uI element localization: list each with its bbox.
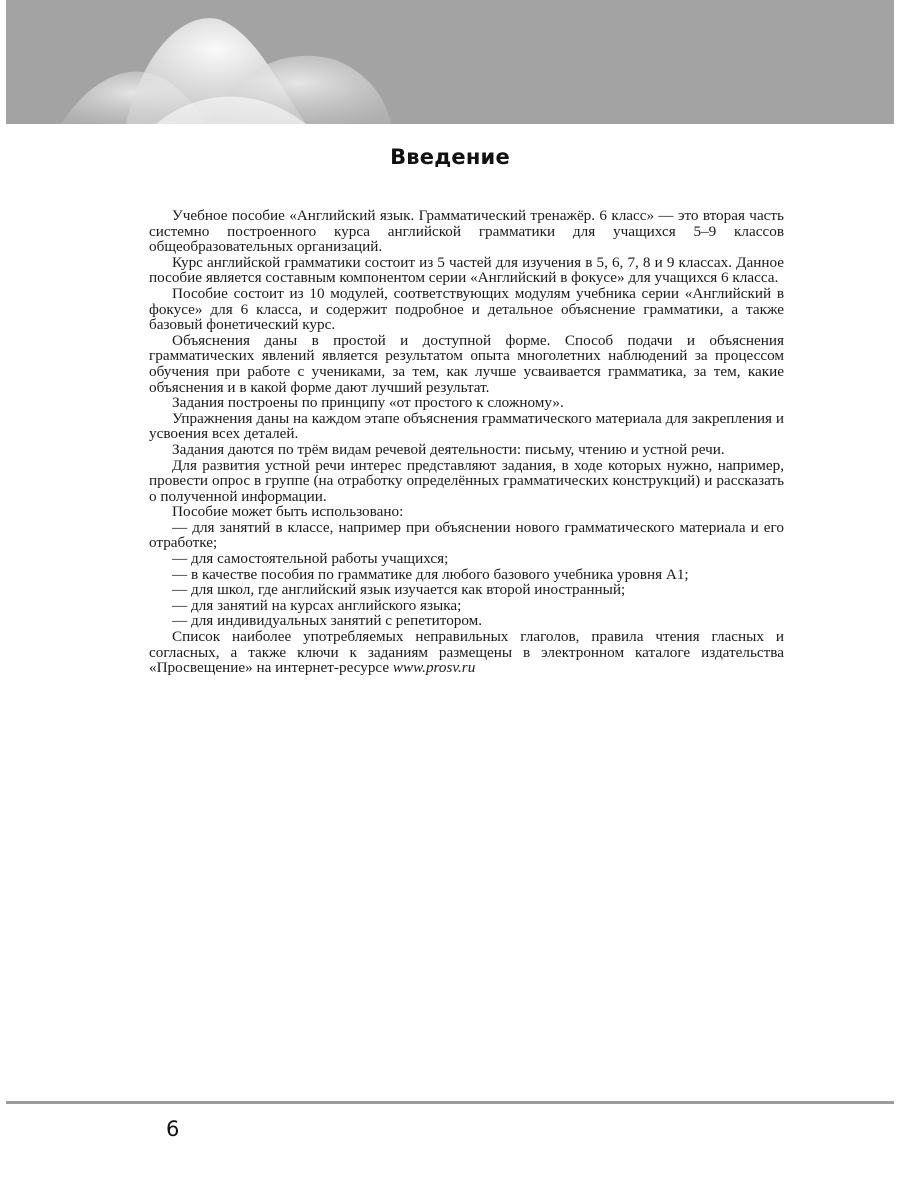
closing-text: Список наиболее употребляемых неправильных глаголов, правила чтения гласных и согласных, а также ключи к заданиям размещены в электронном каталоге издательства «Просвещение» на интернет-ресурсе bbox=[149, 628, 784, 677]
paragraph: Объяснения даны в простой и доступной форме. Способ подачи и объяснения грамматических явлений является результатом опыта многолетних наблюдений за процессом обучения при работе с учениками, за тем, как лучше усваивается грамматика, за тем, какие объяснения и в какой форме дают лучший результат. bbox=[149, 331, 784, 396]
paragraph: Учебное пособие «Английский язык. Грамматический тренажёр. 6 класс» — это вторая часть системно построенного курса английской грамматики для учащихся 5–9 классов общеобразовательных организаций. bbox=[149, 207, 784, 256]
petals-ornament-icon bbox=[6, 0, 894, 124]
paragraph: Задания построены по принципу «от простого к сложному». bbox=[172, 394, 564, 412]
page-number: 6 bbox=[166, 1117, 180, 1141]
paragraph: Для развития устной речи интерес представляют задания, в ходе которых нужно, например, провести опрос в группе (на отработку определённых грамматических конструкций) и рассказать о полученной информации. bbox=[149, 456, 784, 505]
list-item: — для индивидуальных занятий с репетитором. bbox=[172, 612, 483, 630]
closing-paragraph bbox=[149, 629, 784, 676]
footer-divider bbox=[6, 1101, 894, 1104]
paragraph: Курс английской грамматики состоит из 5 частей для изучения в 5, 6, 7, 8 и 9 классах. Данное пособие является составным компонентом серии «Английский в фокусе» для учащихся 6 класса. bbox=[149, 253, 784, 287]
list-item: — для занятий на курсах английского языка; bbox=[172, 596, 462, 614]
list-item: — в качестве пособия по грамматике для любого базового учебника уровня А1; bbox=[172, 565, 689, 583]
page-title: Введение bbox=[390, 145, 510, 169]
paragraph: Пособие состоит из 10 модулей, соответствующих модулям учебника серии «Английский в фокусе» для 6 класса, и содержит подробное и детальное объяснение грамматики, а также базовый фонетический курс. bbox=[149, 284, 784, 334]
header-band bbox=[6, 0, 894, 124]
list-item: — для самостоятельной работы учащихся; bbox=[172, 550, 449, 568]
paragraph: Задания даются по трём видам речевой деятельности: письму, чтению и устной речи. bbox=[172, 440, 725, 458]
paragraph: Пособие может быть использовано: bbox=[172, 503, 404, 521]
list-item: — для занятий в классе, например при объяснении нового грамматического материала и его отработке; bbox=[149, 518, 784, 552]
website-link[interactable]: www.prosv.ru bbox=[392, 659, 476, 677]
body-text bbox=[149, 208, 784, 676]
paragraph: Упражнения даны на каждом этапе объяснения грамматического материала для закрепления и усвоения всех деталей. bbox=[149, 409, 784, 443]
list-item: — для школ, где английский язык изучается как второй иностранный; bbox=[172, 581, 626, 599]
